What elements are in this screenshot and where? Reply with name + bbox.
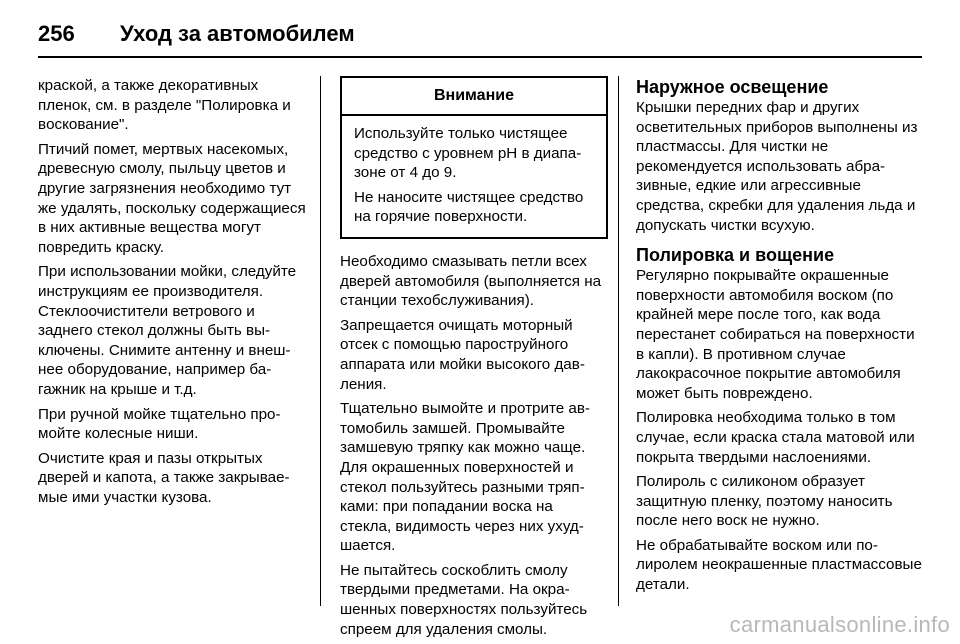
paragraph: краской, а также декоративных пленок, см. в разделе "Полировка и вoскование". [38, 77, 291, 134]
paragraph: Регулярно покрывайте окрашенные поверхности автомобиля воском (по крайней мере после того, как вода перестанет собираться на поверхности в капли). В противном случае лакокрасочное покрытие автомобиля может быть повреждено. [636, 267, 915, 402]
column-right [636, 76, 922, 600]
header-divider [38, 56, 922, 58]
page-title: Уход за автомобилем [120, 21, 355, 46]
column-divider [320, 76, 321, 606]
column-divider [618, 76, 619, 606]
warning-body [342, 116, 606, 237]
paragraph: При использовании мойки, следуйте инструкциям ее производителя. Стеклоочистители ветрового и заднего стекол должны быть выключены. Снимите антенну и внешнее оборудование, например багажник на крыше и т.д. [38, 263, 297, 398]
paragraph: Полировка необходима только в том случае, если краска стала матовой или покрыта твердыми наслоениями. [636, 409, 915, 466]
warning-box [340, 76, 608, 239]
warning-text: Не наносите чистящее средство на горячие поверхности. [354, 188, 584, 226]
section-heading-exterior-lighting: Наружное освещение [636, 77, 829, 97]
paragraph: При ручной мойке тщательно промойте колесные ниши. [38, 405, 281, 443]
paragraph: Полироль с силиконом образует защитную пленку, поэтому наносить после него воск не нужно. [636, 473, 893, 530]
watermark: carmanualsonline.info [729, 612, 950, 637]
paragraph: Необходимо смазывать петли всех дверей автомобиля (выполняется на станции техобслуживания). [340, 252, 602, 310]
paragraph: Тщательно вымойте и протрите автомобиль замшей. Промывайте замшевую тряпку как можно чаще. Для окрашенных поверхностей и стекол пользуйтесь разными тряпками: при попадании воска на стекла, видимость через них ухудшается. [340, 400, 590, 555]
warning-text: Используйте только чистящее средство с уровнем pH в диапазоне от 4 до 9. [354, 125, 582, 182]
column-middle [340, 76, 608, 644]
column-left [38, 76, 308, 512]
paragraph: Очистите края и пазы открытых дверей и капота, а также закрываемые ими участки кузова. [38, 449, 290, 506]
paragraph: Крышки передних фар и других осветительных приборов выполнены из пластмассы. Для чистки не рекомендуется использовать абразивные, едкие или агрессивные средства, скребки для удаления льда и допускать чистки всухую. [636, 99, 918, 234]
paragraph: Запрещается очищать моторный отсек с помощью пароструйного аппарата или мойки высокого давления. [340, 316, 585, 393]
paragraph: Не обрабатывайте воском или полиролем неокрашенные пластмассовые детали. [636, 536, 922, 594]
warning-title: Внимание [342, 78, 606, 116]
paragraph: Птичий помет, мертвых насекомых, древесную смолу, пыльцу цветов и другие загрязнения необходимо тут же удалять, поскольку содержащиеся в них активные вещества могут повредить краску. [38, 140, 306, 256]
paragraph: Не пытайтесь соскоблить смолу твердыми предметами. На окрашенных поверхностях пользуйтесь спреем для удаления смолы. [340, 561, 588, 638]
page-number: 256 [38, 21, 75, 46]
page-header [38, 14, 922, 54]
section-heading-polishing-waxing: Полировка и вощение [636, 245, 835, 266]
